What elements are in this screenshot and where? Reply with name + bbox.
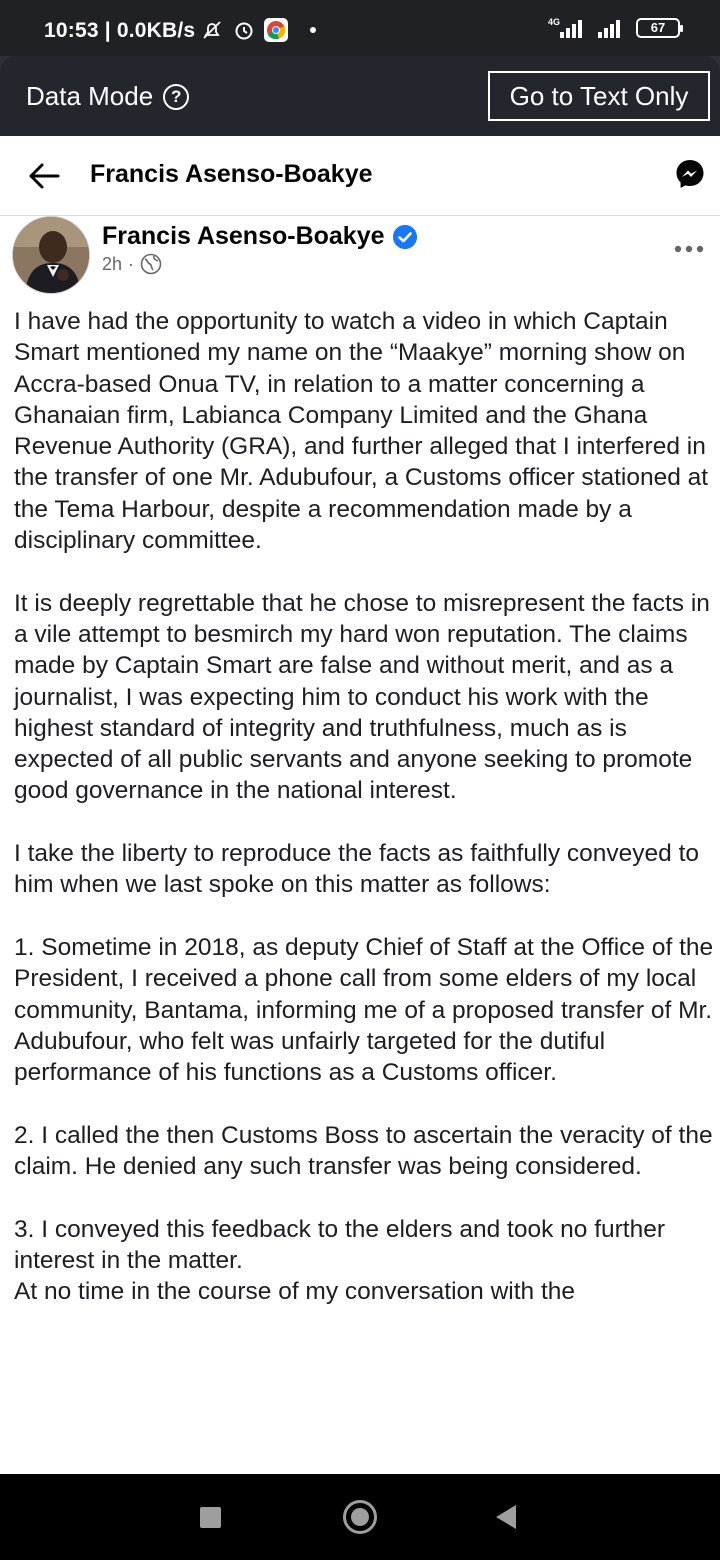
- status-system-icons: [546, 16, 680, 40]
- recents-icon[interactable]: [200, 1507, 221, 1528]
- paragraph-gap: [14, 556, 714, 587]
- post-time[interactable]: 2h: [102, 253, 123, 274]
- dot-icon: [310, 27, 316, 33]
- data-mode-bar: [0, 56, 720, 136]
- status-bar: [0, 0, 720, 56]
- post-author-name[interactable]: Francis Asenso-Boakye: [102, 222, 385, 250]
- post-paragraph: I take the liberty to reproduce the facts as faithfully conveyed to him when we last spoke on this matter as follows:: [14, 840, 706, 899]
- go-to-text-only-button[interactable]: Go to Text Only: [488, 71, 710, 121]
- post-paragraph: 2. I called the then Customs Boss to ascertain the veracity of the claim. He denied any such transfer was being considered.: [14, 1121, 720, 1181]
- system-nav-bar: [0, 1474, 720, 1560]
- post-meta: [102, 253, 162, 275]
- alarm-icon: [232, 18, 256, 42]
- post-paragraph: It is deeply regrettable that he chose to misrepresent the facts in a vile attempt to besmirch my hard won reputation. The claims made by Captain Smart are false and without merit, and as a journalist, I was expecting him to conduct his work with the highest standard of integrity and truthfulness, much as is expected of all public servants and anyone seeking to promote good governance in the national interest.: [14, 589, 717, 805]
- battery-icon: 67: [636, 18, 680, 38]
- more-options-icon[interactable]: [674, 234, 704, 254]
- page-header: [0, 136, 720, 216]
- back-triangle-icon[interactable]: [496, 1505, 516, 1529]
- back-arrow-icon[interactable]: [24, 156, 64, 196]
- paragraph-gap: [14, 1182, 714, 1213]
- paragraph-gap: [14, 807, 714, 838]
- muted-bell-icon: [200, 18, 224, 42]
- post-paragraph: I have had the opportunity to watch a video in which Captain Smart mentioned my name on the “Maakye” morning show on Accra-based Onua TV, in relation to a matter concerning a Ghanaian firm, Labianca Company Limited and the Ghana Revenue Authority (GRA), and further alleged that I interfered in the transfer of one Mr. Adubufour, a Customs officer stationed at the Tema Harbour, despite a recommendation made by a disciplinary committee.: [14, 308, 715, 555]
- post-author[interactable]: [102, 222, 417, 251]
- data-mode-label: Data Mode: [26, 81, 154, 111]
- network-label: 4G: [548, 17, 561, 27]
- post-header: [0, 216, 720, 302]
- verified-badge-icon: [393, 225, 417, 249]
- page-title: Francis Asenso-Boakye: [90, 160, 373, 188]
- status-notification-icons: [200, 18, 316, 42]
- home-icon[interactable]: [343, 1500, 377, 1534]
- data-mode-label-group[interactable]: [26, 81, 189, 112]
- signal-icon: [596, 16, 626, 40]
- help-icon[interactable]: ?: [163, 84, 189, 110]
- data-mode-bar-inner: [0, 56, 720, 136]
- post-body: [14, 306, 720, 1308]
- avatar[interactable]: [12, 216, 90, 294]
- messenger-icon[interactable]: [674, 158, 706, 190]
- post-paragraph: 3. I conveyed this feedback to the elders and took no further interest in the matter.: [14, 1215, 672, 1274]
- signal-4g-icon: [546, 16, 586, 40]
- globe-icon: [140, 253, 162, 275]
- paragraph-gap: [14, 901, 714, 932]
- more-dots: [674, 245, 704, 253]
- paragraph-gap: [14, 1088, 714, 1119]
- chrome-icon: [264, 18, 288, 42]
- post-paragraph: At no time in the course of my conversation with the: [14, 1278, 576, 1306]
- meta-separator: ·: [128, 253, 135, 274]
- status-time: 10:53 | 0.0KB/s: [44, 19, 196, 42]
- avatar-photo: [13, 217, 90, 294]
- post-paragraph: 1. Sometime in 2018, as deputy Chief of Staff at the Office of the President, I received a phone call from some elders of my local community, Bantama, informing me of a proposed transfer of Mr. Adubufour, who felt was unfairly targeted for the dutiful performance of his functions as a Customs officer.: [14, 933, 720, 1087]
